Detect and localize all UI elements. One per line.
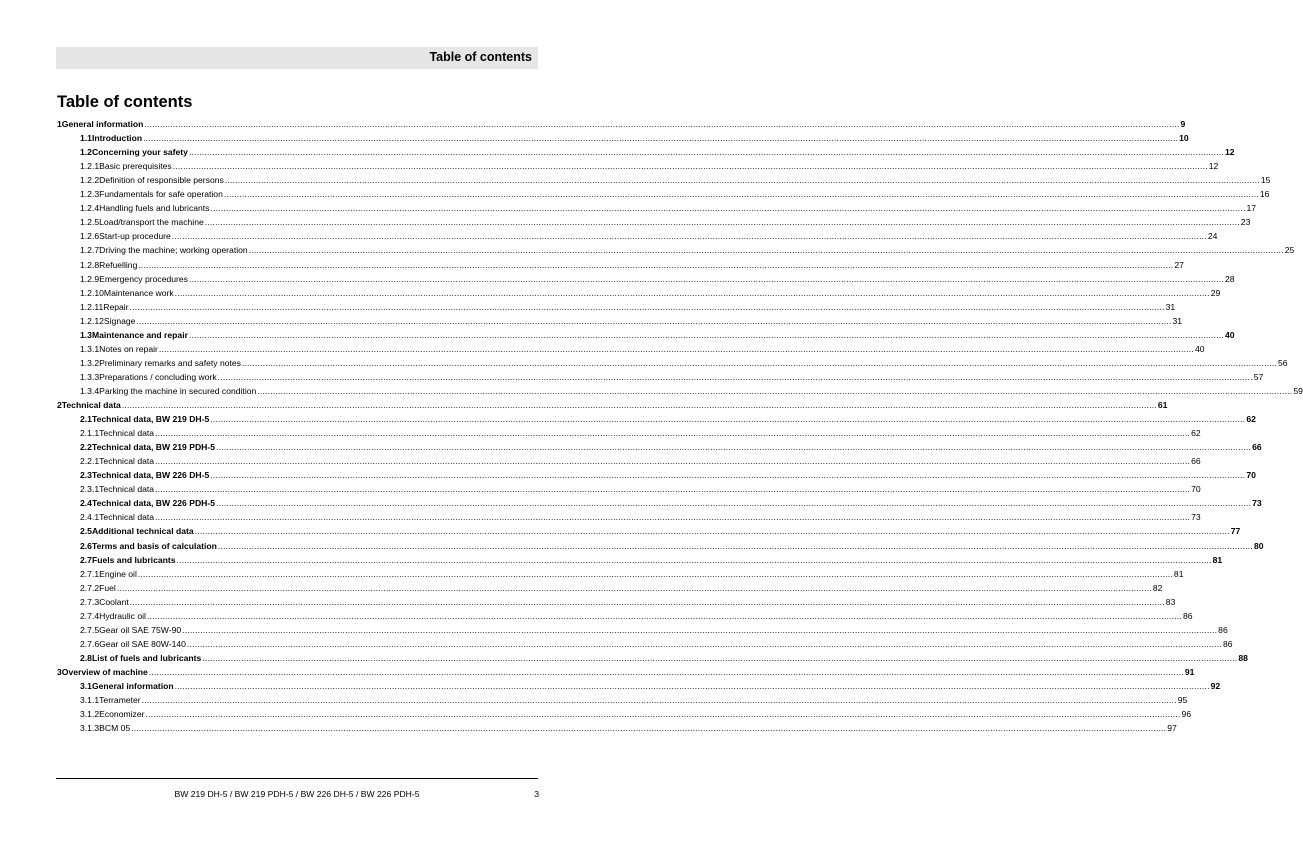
toc-entry-title: Load/transport the machine bbox=[99, 217, 204, 228]
toc-entry-page: 62 bbox=[1246, 414, 1256, 425]
toc-leader-dots: ................................................................................................................................................................................................................................................................................................................................................................................................................ bbox=[174, 287, 1210, 298]
toc-leader-dots: ................................................................................................................................................................................................................................................................................................................................................................................................................ bbox=[172, 161, 1208, 172]
toc-entry-page: 96 bbox=[1181, 709, 1192, 720]
toc-entry-number: 1 bbox=[57, 119, 62, 129]
toc-entry[interactable] bbox=[57, 496, 1262, 510]
toc-entry-page: 31 bbox=[1165, 301, 1176, 312]
toc-entry-number: 1.2.7 bbox=[80, 245, 100, 256]
toc-entry[interactable] bbox=[57, 707, 1192, 721]
toc-entry-title: Terms and basis of calculation bbox=[91, 540, 217, 551]
toc-entry-title: Maintenance work bbox=[103, 287, 174, 298]
toc-entry-number: 1.2.6 bbox=[80, 231, 100, 242]
toc-entry-title: Technical data, BW 219 PDH-5 bbox=[91, 442, 216, 453]
toc-leader-dots: ................................................................................................................................................................................................................................................................................................................................................................................................................ bbox=[136, 315, 1172, 326]
toc-entry-title: Fuel bbox=[99, 582, 116, 593]
toc-entry[interactable] bbox=[57, 623, 1228, 637]
toc-entry-page: 77 bbox=[1230, 526, 1241, 537]
toc-entry-page: 73 bbox=[1191, 512, 1201, 523]
header-title: Table of contents bbox=[429, 50, 532, 64]
toc-leader-dots: ................................................................................................................................................................................................................................................................................................................................................................................................................ bbox=[257, 385, 1293, 396]
toc-entry-title: General information bbox=[91, 681, 174, 691]
toc-entry-number: 3.1.2 bbox=[80, 709, 100, 720]
toc-entry-page: 86 bbox=[1222, 638, 1233, 649]
toc-leader-dots: ................................................................................................................................................................................................................................................................................................................................................................................................................ bbox=[210, 203, 1246, 214]
toc-entry-number: 2.8 bbox=[80, 652, 92, 663]
toc-entry[interactable] bbox=[57, 679, 1221, 693]
toc-entry-page: 29 bbox=[1210, 287, 1221, 298]
toc-entry-title: Definition of responsible persons bbox=[99, 175, 224, 186]
toc-entry-number: 2.1.1 bbox=[80, 428, 100, 439]
toc-entry-page: 56 bbox=[1278, 357, 1288, 368]
toc-leader-dots: ................................................................................................................................................................................................................................................................................................................................................................................................................ bbox=[194, 526, 1230, 537]
toc-entry-title: Gear oil SAE 75W-90 bbox=[99, 624, 182, 635]
toc-entry[interactable] bbox=[57, 454, 1201, 468]
toc-leader-dots: ................................................................................................................................................................................................................................................................................................................................................................................................................ bbox=[138, 259, 1174, 270]
toc-entry[interactable] bbox=[57, 131, 1189, 145]
toc-entry-number: 1.1 bbox=[80, 133, 92, 144]
toc-leader-dots: ................................................................................................................................................................................................................................................................................................................................................................................................................ bbox=[216, 498, 1252, 509]
toc-entry-page: 91 bbox=[1184, 666, 1195, 677]
toc-entry[interactable] bbox=[57, 721, 1177, 735]
toc-entry-page: 88 bbox=[1238, 652, 1248, 663]
toc-entry[interactable] bbox=[57, 215, 1251, 229]
toc-entry-number: 2.6 bbox=[80, 540, 92, 551]
header-bar bbox=[56, 47, 538, 69]
toc-entry-page: 81 bbox=[1212, 554, 1223, 565]
toc-entry-page: 62 bbox=[1191, 428, 1201, 439]
toc-entry-title: Preparations / concluding work bbox=[99, 371, 217, 382]
toc-leader-dots: ................................................................................................................................................................................................................................................................................................................................................................................................................ bbox=[145, 709, 1181, 720]
toc-entry-page: 70 bbox=[1246, 470, 1256, 481]
toc-entry-number: 3 bbox=[57, 666, 62, 677]
toc-entry-title: List of fuels and lubricants bbox=[91, 652, 202, 663]
toc-leader-dots: ................................................................................................................................................................................................................................................................................................................................................................................................................ bbox=[248, 245, 1284, 256]
footer-divider bbox=[56, 778, 538, 779]
toc-leader-dots: ................................................................................................................................................................................................................................................................................................................................................................................................................ bbox=[116, 582, 1152, 593]
toc-entry-title: Technical data bbox=[99, 512, 155, 523]
toc-entry-title: BCM 05 bbox=[99, 723, 131, 734]
toc-entry-number: 1.2.1 bbox=[80, 161, 100, 172]
toc-entry-title: Fundamentals for safe operation bbox=[99, 189, 223, 200]
toc-entry-page: 59 bbox=[1293, 385, 1303, 396]
toc-entry-number: 2.7.1 bbox=[80, 568, 100, 579]
toc-entry-page: 86 bbox=[1218, 624, 1228, 635]
toc-entry[interactable] bbox=[57, 524, 1241, 538]
toc-leader-dots: ................................................................................................................................................................................................................................................................................................................................................................................................................ bbox=[210, 414, 1246, 425]
toc-entry-page: 66 bbox=[1252, 442, 1262, 453]
toc-entry-page: 12 bbox=[1224, 147, 1235, 158]
toc-leader-dots: ................................................................................................................................................................................................................................................................................................................................................................................................................ bbox=[202, 652, 1238, 663]
toc-leader-dots: ................................................................................................................................................................................................................................................................................................................................................................................................................ bbox=[188, 273, 1225, 284]
toc-entry-number: 1.2.12 bbox=[80, 315, 104, 326]
toc-entry-number: 2.7.6 bbox=[80, 638, 100, 649]
toc-entry-page: 70 bbox=[1191, 484, 1201, 495]
toc-entry-title: Technical data, BW 226 DH-5 bbox=[91, 470, 210, 481]
toc-entry[interactable] bbox=[57, 384, 1303, 398]
toc-entry[interactable] bbox=[57, 440, 1262, 454]
toc-entry-title: Notes on repair bbox=[99, 343, 158, 354]
toc-entry-title: Concerning your safety bbox=[91, 147, 188, 158]
toc-leader-dots: ................................................................................................................................................................................................................................................................................................................................................................................................................ bbox=[216, 442, 1252, 453]
toc-entry-number: 1.2.8 bbox=[80, 259, 100, 270]
toc-entry-title: Maintenance and repair bbox=[91, 329, 188, 340]
toc-entry-number: 2.7.2 bbox=[80, 582, 100, 593]
toc-leader-dots: ................................................................................................................................................................................................................................................................................................................................................................................................................ bbox=[210, 470, 1246, 481]
toc-entry-title: Signage bbox=[103, 315, 136, 326]
toc-entry-page: 28 bbox=[1225, 273, 1235, 284]
toc-entry[interactable] bbox=[57, 258, 1184, 272]
toc-leader-dots: ................................................................................................................................................................................................................................................................................................................................................................................................................ bbox=[129, 301, 1165, 312]
toc-entry[interactable] bbox=[57, 145, 1235, 159]
toc-entry[interactable] bbox=[57, 567, 1184, 581]
toc-entry-title: Technical data bbox=[99, 456, 155, 467]
toc-entry-number: 2.4 bbox=[80, 498, 92, 509]
toc-entry-number: 2.3 bbox=[80, 470, 92, 481]
toc-leader-dots: ................................................................................................................................................................................................................................................................................................................................................................................................................ bbox=[217, 540, 1253, 551]
toc-entry-page: 12 bbox=[1208, 161, 1219, 172]
page-title: Table of contents bbox=[57, 93, 193, 111]
toc-entry-number: 2 bbox=[57, 400, 62, 410]
toc-entry[interactable] bbox=[57, 342, 1205, 356]
toc-entry-page: 82 bbox=[1152, 582, 1163, 593]
toc-entry-number: 1.2 bbox=[80, 147, 92, 158]
toc-entry-page: 83 bbox=[1165, 596, 1176, 607]
toc-entry-title: Introduction bbox=[91, 133, 143, 144]
toc-entry-page: 66 bbox=[1191, 456, 1201, 467]
toc-entry-page: 61 bbox=[1157, 400, 1168, 410]
toc-leader-dots: ................................................................................................................................................................................................................................................................................................................................................................................................................ bbox=[141, 695, 1177, 706]
toc-entry[interactable] bbox=[57, 510, 1201, 524]
toc-entry[interactable] bbox=[57, 187, 1270, 201]
toc-entry[interactable] bbox=[57, 609, 1193, 623]
toc-entry-title: Preliminary remarks and safety notes bbox=[99, 357, 241, 368]
toc-entry-page: 10 bbox=[1179, 133, 1189, 144]
toc-entry-number: 1.3.2 bbox=[80, 357, 100, 368]
toc-entry-title: Additional technical data bbox=[91, 526, 194, 537]
toc-entry-title: Technical data bbox=[99, 428, 155, 439]
toc-entry[interactable] bbox=[57, 581, 1163, 595]
toc-entry-number: 1.3 bbox=[80, 329, 92, 340]
toc-entry-title: Hydraulic oil bbox=[99, 610, 146, 621]
toc-entry-title: General information bbox=[61, 119, 144, 129]
toc-entry-title: Overview of machine bbox=[61, 666, 148, 677]
toc-leader-dots: ................................................................................................................................................................................................................................................................................................................................................................................................................ bbox=[176, 554, 1212, 565]
toc-leader-dots: ................................................................................................................................................................................................................................................................................................................................................................................................................ bbox=[146, 610, 1182, 621]
toc-entry-page: 16 bbox=[1259, 189, 1270, 200]
toc-entry-title: Repair bbox=[103, 301, 129, 312]
toc-entry[interactable] bbox=[57, 314, 1183, 328]
toc-leader-dots: ................................................................................................................................................................................................................................................................................................................................................................................................................ bbox=[155, 428, 1191, 439]
toc-entry-number: 1.2.9 bbox=[80, 273, 100, 284]
toc-leader-dots: ................................................................................................................................................................................................................................................................................................................................................................................................................ bbox=[143, 133, 1179, 144]
toc-entry-number: 2.2 bbox=[80, 442, 92, 453]
footer-page-number: 3 bbox=[534, 789, 539, 799]
toc-entry-number: 1.2.5 bbox=[80, 217, 100, 228]
toc-entry[interactable] bbox=[57, 651, 1248, 665]
toc-entry-title: Handling fuels and lubricants bbox=[99, 203, 210, 214]
toc-entry-number: 3.1.1 bbox=[80, 695, 100, 706]
toc-entry-number: 2.4.1 bbox=[80, 512, 100, 523]
toc-entry[interactable] bbox=[57, 468, 1256, 482]
toc-entry[interactable] bbox=[57, 229, 1218, 243]
toc-entry[interactable] bbox=[57, 328, 1235, 342]
toc-entry[interactable] bbox=[57, 173, 1271, 187]
toc-entry-number: 1.2.2 bbox=[80, 175, 100, 186]
toc-leader-dots: ................................................................................................................................................................................................................................................................................................................................................................................................................ bbox=[144, 119, 1180, 129]
toc-entry[interactable] bbox=[57, 693, 1188, 707]
toc-leader-dots: ................................................................................................................................................................................................................................................................................................................................................................................................................ bbox=[129, 596, 1165, 607]
toc-entry[interactable] bbox=[57, 286, 1221, 300]
toc-entry[interactable] bbox=[57, 539, 1264, 553]
toc-entry-number: 1.3.1 bbox=[80, 343, 100, 354]
toc-entry[interactable] bbox=[57, 370, 1264, 384]
toc-entry-page: 57 bbox=[1253, 371, 1264, 382]
toc-entry[interactable] bbox=[57, 426, 1201, 440]
toc-entry-number: 3.1 bbox=[80, 681, 92, 691]
toc-entry-page: 23 bbox=[1240, 217, 1251, 228]
toc-leader-dots: ................................................................................................................................................................................................................................................................................................................................................................................................................ bbox=[131, 723, 1167, 734]
toc-entry-page: 73 bbox=[1252, 498, 1262, 509]
toc-leader-dots: ................................................................................................................................................................................................................................................................................................................................................................................................................ bbox=[186, 638, 1222, 649]
toc-entry[interactable] bbox=[57, 117, 1186, 131]
toc-entry-page: 81 bbox=[1173, 568, 1184, 579]
toc-entry[interactable] bbox=[57, 482, 1201, 496]
toc-entry-title: Start-up procedure bbox=[99, 231, 171, 242]
toc-entry-title: Fuels and lubricants bbox=[91, 554, 176, 565]
footer-text: BW 219 DH-5 / BW 219 PDH-5 / BW 226 DH-5 / BW 226 PDH-5 bbox=[174, 789, 420, 799]
toc-leader-dots: ................................................................................................................................................................................................................................................................................................................................................................................................................ bbox=[204, 217, 1240, 228]
toc-entry-number: 1.2.3 bbox=[80, 189, 100, 200]
toc-leader-dots: ................................................................................................................................................................................................................................................................................................................................................................................................................ bbox=[148, 666, 1184, 677]
toc-entry-number: 1.2.11 bbox=[80, 301, 104, 312]
toc-entry-title: Technical data bbox=[61, 400, 121, 410]
toc-entry[interactable] bbox=[57, 272, 1235, 286]
toc-entry-number: 1.2.10 bbox=[80, 287, 104, 298]
toc-entry-page: 31 bbox=[1172, 315, 1183, 326]
toc-entry[interactable] bbox=[57, 243, 1295, 257]
toc-entry-page: 40 bbox=[1194, 343, 1205, 354]
toc-entry-page: 15 bbox=[1260, 175, 1271, 186]
toc-entry[interactable] bbox=[57, 201, 1257, 215]
toc-leader-dots: ................................................................................................................................................................................................................................................................................................................................................................................................................ bbox=[171, 231, 1207, 242]
toc-entry-title: Coolant bbox=[99, 596, 129, 607]
toc-entry-title: Parking the machine in secured condition bbox=[99, 385, 257, 396]
toc-entry-number: 2.2.1 bbox=[80, 456, 100, 467]
toc-entry-number: 2.7 bbox=[80, 554, 92, 565]
toc-leader-dots: ................................................................................................................................................................................................................................................................................................................................................................................................................ bbox=[182, 624, 1218, 635]
toc-entry-title: Basic prerequisites bbox=[99, 161, 172, 172]
toc-entry-number: 1.2.4 bbox=[80, 203, 100, 214]
toc-entry-title: Emergency procedures bbox=[99, 273, 188, 284]
toc-leader-dots: ................................................................................................................................................................................................................................................................................................................................................................................................................ bbox=[223, 189, 1259, 200]
toc-entry-page: 92 bbox=[1210, 681, 1221, 691]
toc-entry[interactable] bbox=[57, 553, 1223, 567]
toc-entry[interactable] bbox=[57, 665, 1195, 679]
toc-entry-title: Refuelling bbox=[99, 259, 138, 270]
toc-entry-number: 2.7.4 bbox=[80, 610, 100, 621]
toc-entry[interactable] bbox=[57, 595, 1176, 609]
toc-leader-dots: ................................................................................................................................................................................................................................................................................................................................................................................................................ bbox=[137, 568, 1173, 579]
toc-entry[interactable] bbox=[57, 412, 1256, 426]
toc-entry[interactable] bbox=[57, 637, 1233, 651]
toc-entry-number: 1.3.3 bbox=[80, 371, 100, 382]
toc-entry-page: 97 bbox=[1167, 723, 1177, 734]
toc-entry-number: 2.5 bbox=[80, 526, 92, 537]
toc-leader-dots: ................................................................................................................................................................................................................................................................................................................................................................................................................ bbox=[224, 175, 1260, 186]
toc-entry-number: 2.3.1 bbox=[80, 484, 100, 495]
toc-entry-number: 2.7.3 bbox=[80, 596, 100, 607]
toc-entry-number: 1.3.4 bbox=[80, 385, 100, 396]
toc-entry[interactable] bbox=[57, 159, 1219, 173]
toc-entry-title: Gear oil SAE 80W-140 bbox=[99, 638, 186, 649]
toc-entry-title: Driving the machine; working operation bbox=[99, 245, 248, 256]
toc-entry-page: 80 bbox=[1253, 540, 1264, 551]
toc-entry-title: Technical data, BW 219 DH-5 bbox=[91, 414, 210, 425]
toc-leader-dots: ................................................................................................................................................................................................................................................................................................................................................................................................................ bbox=[155, 512, 1191, 523]
toc-entry-page: 86 bbox=[1182, 610, 1193, 621]
toc-leader-dots: ................................................................................................................................................................................................................................................................................................................................................................................................................ bbox=[155, 456, 1191, 467]
toc-entry[interactable] bbox=[57, 300, 1176, 314]
toc-entry-number: 2.1 bbox=[80, 414, 92, 425]
toc-entry-number: 3.1.3 bbox=[80, 723, 100, 734]
toc-entry-page: 95 bbox=[1177, 695, 1188, 706]
toc-leader-dots: ................................................................................................................................................................................................................................................................................................................................................................................................................ bbox=[155, 484, 1191, 495]
toc-entry-title: Technical data, BW 226 PDH-5 bbox=[91, 498, 216, 509]
toc-leader-dots: ................................................................................................................................................................................................................................................................................................................................................................................................................ bbox=[121, 400, 1157, 410]
toc-entry-title: Economizer bbox=[99, 709, 145, 720]
toc-leader-dots: ................................................................................................................................................................................................................................................................................................................................................................................................................ bbox=[158, 343, 1194, 354]
toc-leader-dots: ................................................................................................................................................................................................................................................................................................................................................................................................................ bbox=[188, 329, 1224, 340]
toc-leader-dots: ................................................................................................................................................................................................................................................................................................................................................................................................................ bbox=[188, 147, 1224, 158]
toc-leader-dots: ................................................................................................................................................................................................................................................................................................................................................................................................................ bbox=[174, 681, 1210, 691]
toc-entry-page: 17 bbox=[1246, 203, 1257, 214]
toc-entry-title: Technical data bbox=[99, 484, 155, 495]
toc-entry-page: 27 bbox=[1174, 259, 1184, 270]
toc-entry-number: 2.7.5 bbox=[80, 624, 100, 635]
toc-entry[interactable] bbox=[57, 356, 1288, 370]
toc-entry-page: 24 bbox=[1207, 231, 1218, 242]
toc-leader-dots: ................................................................................................................................................................................................................................................................................................................................................................................................................ bbox=[217, 371, 1253, 382]
toc-leader-dots: ................................................................................................................................................................................................................................................................................................................................................................................................................ bbox=[241, 357, 1278, 368]
toc-entry-page: 40 bbox=[1225, 329, 1235, 340]
toc-entry-title: Engine oil bbox=[99, 568, 137, 579]
toc-entry[interactable] bbox=[57, 398, 1168, 412]
toc-entry-page: 9 bbox=[1180, 119, 1186, 129]
toc-entry-page: 25 bbox=[1284, 245, 1295, 256]
toc-entry-title: Terrameter bbox=[99, 695, 141, 706]
